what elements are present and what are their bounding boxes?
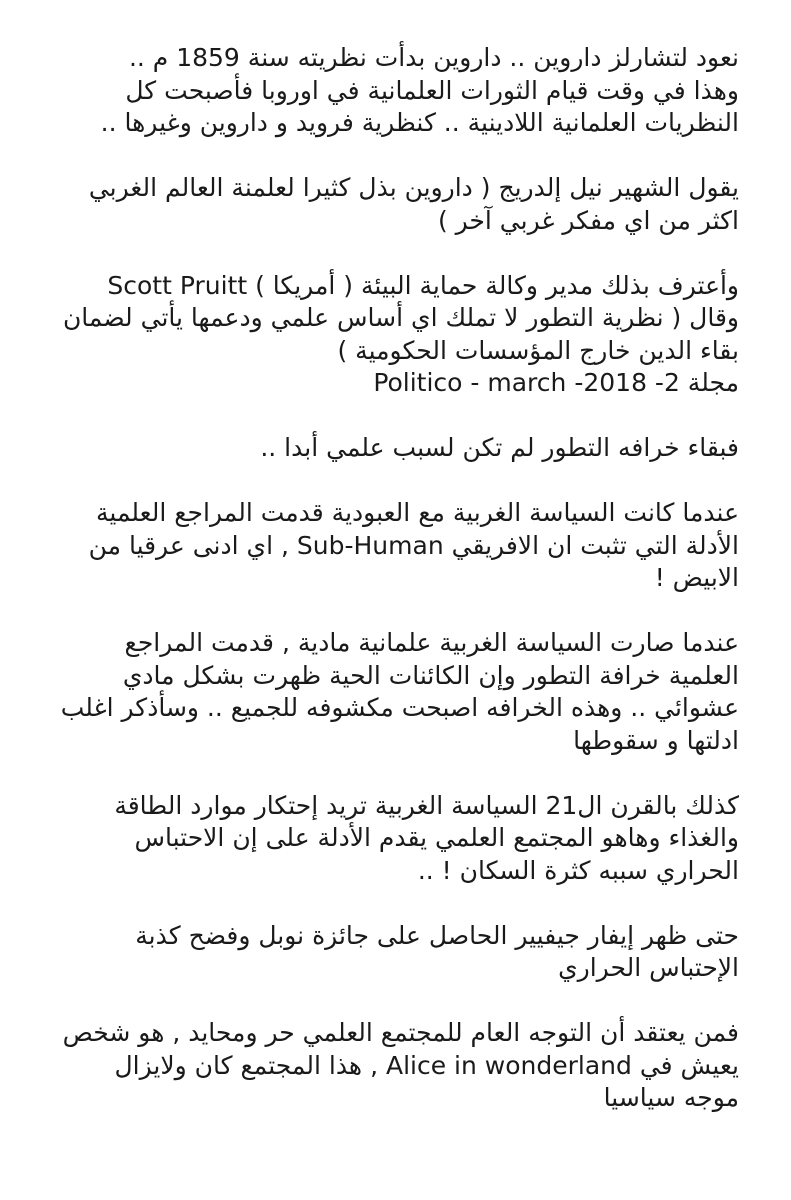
text-line: عندما صارت السياسة الغربية علمانية مادية , قدمت المراجع xyxy=(124,628,739,657)
text-line: الحراري سببه كثرة السكان ! .. xyxy=(417,855,739,885)
paragraph xyxy=(40,790,739,888)
text-line: يقول الشهير نيل إلدريج ( داروين بذل كثيرا لعلمنة العالم الغربي xyxy=(88,173,739,202)
paragraph xyxy=(40,432,739,465)
text-line: نعود لتشارلز داروين .. داروين بدأت نظريته سنة 1859 م .. xyxy=(128,43,739,72)
text-line: موجه سياسيا xyxy=(603,1083,739,1112)
paragraph xyxy=(40,270,739,400)
text-line: حتى ظهر إيفار جيفيير الحاصل على جائزة نوبل وفضح كذبة xyxy=(135,920,739,950)
text-line: مجلة Politico - march -2018 -2 xyxy=(373,368,739,397)
text-line: عشوائي .. وهذه الخرافه اصبحت مكشوفه للجميع .. وسأذكر اغلب xyxy=(60,693,739,722)
text-line: الإحتباس الحراري xyxy=(558,953,739,982)
text-line: عندما كانت السياسة الغربية مع العبودية قدمت المراجع العلمية xyxy=(96,498,739,527)
paragraph xyxy=(40,920,739,985)
article-text xyxy=(40,42,739,1147)
text-line: اكثر من اي مفكر غربي آخر ) xyxy=(437,205,739,235)
text-line: وهذا في وقت قيام الثورات العلمانية في اوروبا فأصبحت كل xyxy=(125,75,739,105)
text-line: ادلتها و سقوطها xyxy=(573,725,739,755)
text-line: فبقاء خرافه التطور لم تكن لسبب علمي أبدا .. xyxy=(260,433,739,462)
paragraph xyxy=(40,1017,739,1115)
text-line: يعيش في Alice in wonderland , هذا المجتمع كان ولايزال xyxy=(114,1050,739,1080)
paragraph xyxy=(40,497,739,595)
text-line: وأعترف بذلك مدير وكالة حماية البيئة ( أمريكا ) Scott Pruitt xyxy=(107,270,739,300)
paragraph xyxy=(40,172,739,237)
text-line: النظريات العلمانية اللادينية .. كنظرية فرويد و داروين وغيرها .. xyxy=(100,108,739,137)
paragraph xyxy=(40,627,739,757)
text-line: الأدلة التي تثبت ان الافريقي Sub-Human , اي ادنى عرقيا من xyxy=(88,530,739,560)
text-line: فمن يعتقد أن التوجه العام للمجتمع العلمي حر ومحايد , هو شخص xyxy=(62,1018,739,1047)
text-line: وقال ( نظرية التطور لا تملك اي أساس علمي ودعمها يأتي لضمان xyxy=(62,303,739,332)
paragraph xyxy=(40,42,739,140)
text-line: العلمية خرافة التطور وإن الكائنات الحية ظهرت بشكل مادي xyxy=(122,660,739,690)
text-line: الابيض ! xyxy=(654,563,739,592)
text-line: بقاء الدين خارج المؤسسات الحكومية ) xyxy=(337,335,739,365)
text-line: كذلك بالقرن ال21 السياسة الغربية تريد إحتكار موارد الطاقة xyxy=(114,790,739,820)
text-line: والغذاء وهاهو المجتمع العلمي يقدم الأدلة على إن الاحتباس xyxy=(134,823,739,852)
